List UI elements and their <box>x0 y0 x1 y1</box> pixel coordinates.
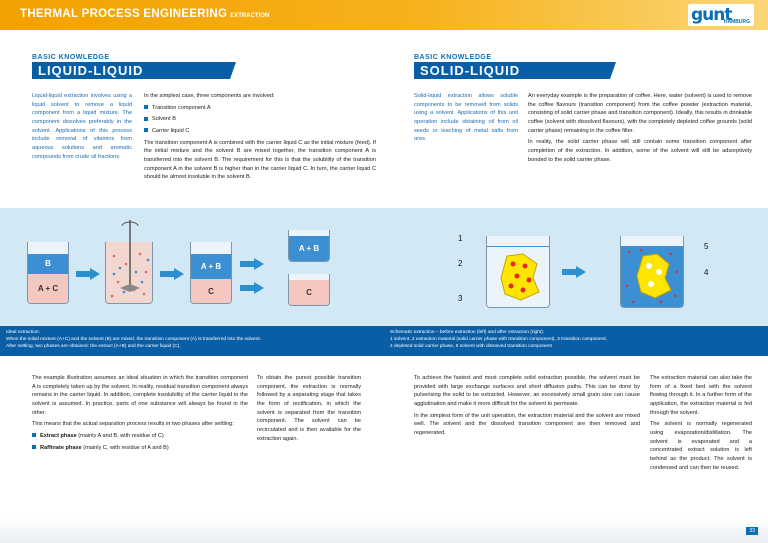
logo-subtext: HAMBURG <box>723 19 750 25</box>
header-bar <box>0 0 768 30</box>
right-kicker: BASIC KNOWLEDGE <box>414 54 492 61</box>
page-number: 33 <box>746 527 758 535</box>
right-col2-p2: The solvent is normally regenerated using evaporation/distillation. The solvent is evaporated and a concentrated extract solution is left behind as the product. The solvent is condensed and can then be reused. <box>650 421 752 471</box>
arrow-right-icon <box>240 258 264 270</box>
right-col1-p2: In the simplest form of the unit operation, the extraction material and the solvent are mixed well. The solvent and the dissolved transition component are then removed and regenerated. <box>414 412 640 436</box>
right-caption <box>384 326 768 356</box>
beaker-settled <box>190 242 232 304</box>
beaker-before <box>486 236 550 308</box>
left-components-list <box>144 104 376 136</box>
label-1: 1 <box>458 234 463 243</box>
left-caption <box>0 326 384 356</box>
right-col2 <box>650 374 752 475</box>
header-title: THERMAL PROCESS ENGINEERING EXTRACTION <box>20 8 270 20</box>
depleted-particle-icon <box>633 252 673 300</box>
list-item: Transition component A <box>144 104 376 113</box>
layer-carrier: C <box>191 279 231 304</box>
layer-feed: A + C <box>28 274 68 304</box>
stirrer-icon <box>118 220 142 242</box>
right-caption-line1: 1 solvent, 2 extraction material (solid carrier phase with transition component), 3 transition component, <box>390 337 608 343</box>
beaker-mixing <box>105 242 153 304</box>
left-col1-p1: The example illustration assumes an ideal situation in which the transition component A is completely taken up by the solvent. In reality, residual transition component always remains in the carrier liquid. In addition, complete insolubility of the carrier liquid in the solvent is assumed. In practice, parts of one substance will always be found in the other. <box>32 375 248 416</box>
left-para: The transition component A is combined with the carrier liquid C as the initial mixture (feed). If the initial mixture and the solvent B are mixed together, the transition component A is transferred into the solvent B. The requirement for this is that the solubility of the transition component A in the solvent B is higher than in the carrier liquid C. In turn, the carrier liquid C should be almost insoluble in the solvent B. <box>144 139 376 181</box>
arrow-right-icon <box>240 282 264 294</box>
right-intro: Solid-liquid extraction allows soluble components to be removed from solids using a solvent. Applications of this unit operation include obtaining oil from oil seeds or leaching of metal salts from ores. <box>414 93 518 143</box>
right-body <box>528 92 752 167</box>
header-subtitle: EXTRACTION <box>230 13 270 19</box>
beaker-raffinate <box>288 274 330 306</box>
left-caption-line1: When the initial mixture (A+C) and the solvent (B) are mixed, the transition component (A) is transferred into the solvent. <box>6 337 262 343</box>
left-col1-p2: This means that the actual separation process results in two phases after settling: <box>32 421 234 428</box>
solid-particle-icon <box>497 252 541 302</box>
list-item: Carrier liquid C <box>144 127 376 136</box>
right-caption-line2: 4 depleted solid carrier phase, 5 solvent with dissolved transition component <box>390 344 552 350</box>
label-4: 4 <box>704 268 709 277</box>
list-item: Extract phase (mainly A and B, with residue of C) <box>32 432 248 441</box>
footer-strip <box>0 519 768 543</box>
right-para2: In reality, the solid carrier phase will still contain some transition component after completion of the extraction. In addition, some of the solvent will still be adsorptively bonded to the solid carrier phase. <box>528 139 752 163</box>
left-figure <box>0 208 384 326</box>
logo-text: gunt <box>691 5 732 25</box>
beaker-after <box>620 236 684 308</box>
gunt-logo <box>688 4 754 26</box>
arrow-right-icon <box>160 268 184 280</box>
right-figure <box>384 208 768 326</box>
beaker-extract <box>288 230 330 262</box>
beaker-initial <box>27 242 69 304</box>
left-kicker: BASIC KNOWLEDGE <box>32 54 110 61</box>
right-caption-title: Schematic extraction – before extraction (left) and after extraction (right): <box>390 330 545 335</box>
left-col2: To obtain the purest possible transition component, the extraction is normally followed by a separating stage that takes the form of rectification, in which the solvent is separated from the transition component. The solvent can be recirculated and is then available for the extraction again. <box>257 375 361 442</box>
label-3: 3 <box>458 294 463 303</box>
left-caption-line2: After settling, two phases are obtained: the extract (A+B) and the carrier liquid (C). <box>6 344 181 350</box>
right-col1-p1: To achieve the fastest and most complete solid extraction possible, the solvent must be provided with large exchange surfaces and short diffusion paths. This can be done by pulverising the solid to be extracted. However, an excessively small grain size can cause agglutination and make it more difficult for the solvent to permeate. <box>414 375 640 407</box>
mixture-dots <box>106 242 153 304</box>
label-5: 5 <box>704 242 709 251</box>
layer-solvent: B <box>28 254 68 274</box>
arrow-right-icon <box>76 268 100 280</box>
list-item: Solvent B <box>144 115 376 124</box>
layer-raffinate-out: C <box>289 280 329 306</box>
left-lead: In the simplest case, three components are involved: <box>144 93 275 99</box>
right-title: SOLID-LIQUID EXTRACTION <box>414 62 610 79</box>
left-caption-title: Ideal extraction: <box>6 330 40 335</box>
list-item: Raffinate phase (mainly C, with residue of A and B) <box>32 444 248 453</box>
label-2: 2 <box>458 259 463 268</box>
left-title: LIQUID-LIQUID EXTRACTION <box>32 62 230 79</box>
left-col1 <box>32 374 248 455</box>
left-body <box>144 92 376 185</box>
right-para1: An everyday example is the preparation of coffee. Here, water (solvent) is used to remove the coffee flavours (transition component) from the coffee powder (extraction material, consisting of solid carrier phase and transition component). Ideally, this results in drinkable coffee (solvent with dissolved flavours), with the completely depleted coffee grounds (solid carrier phase) remaining in the coffee filter. <box>528 93 752 134</box>
left-intro: Liquid-liquid extraction involves using a liquid solvent to remove a liquid component from a liquid mixture. The component dissolves preferably in the solvent. Applications of this process include removal of vitamins from aqueous solutions and aromatic compounds from crude oil fractions. <box>32 93 132 160</box>
layer-extract: A + B <box>191 254 231 279</box>
layer-extract-out: A + B <box>289 236 329 262</box>
right-col2-p1: The extraction material can also take the form of a fixed bed with the solvent flowing through it. In a further form of the application, the extraction material is fed through the solvent. <box>650 375 752 416</box>
right-col1 <box>414 374 640 441</box>
arrow-right-icon <box>562 266 586 278</box>
left-phases-list <box>32 432 248 452</box>
